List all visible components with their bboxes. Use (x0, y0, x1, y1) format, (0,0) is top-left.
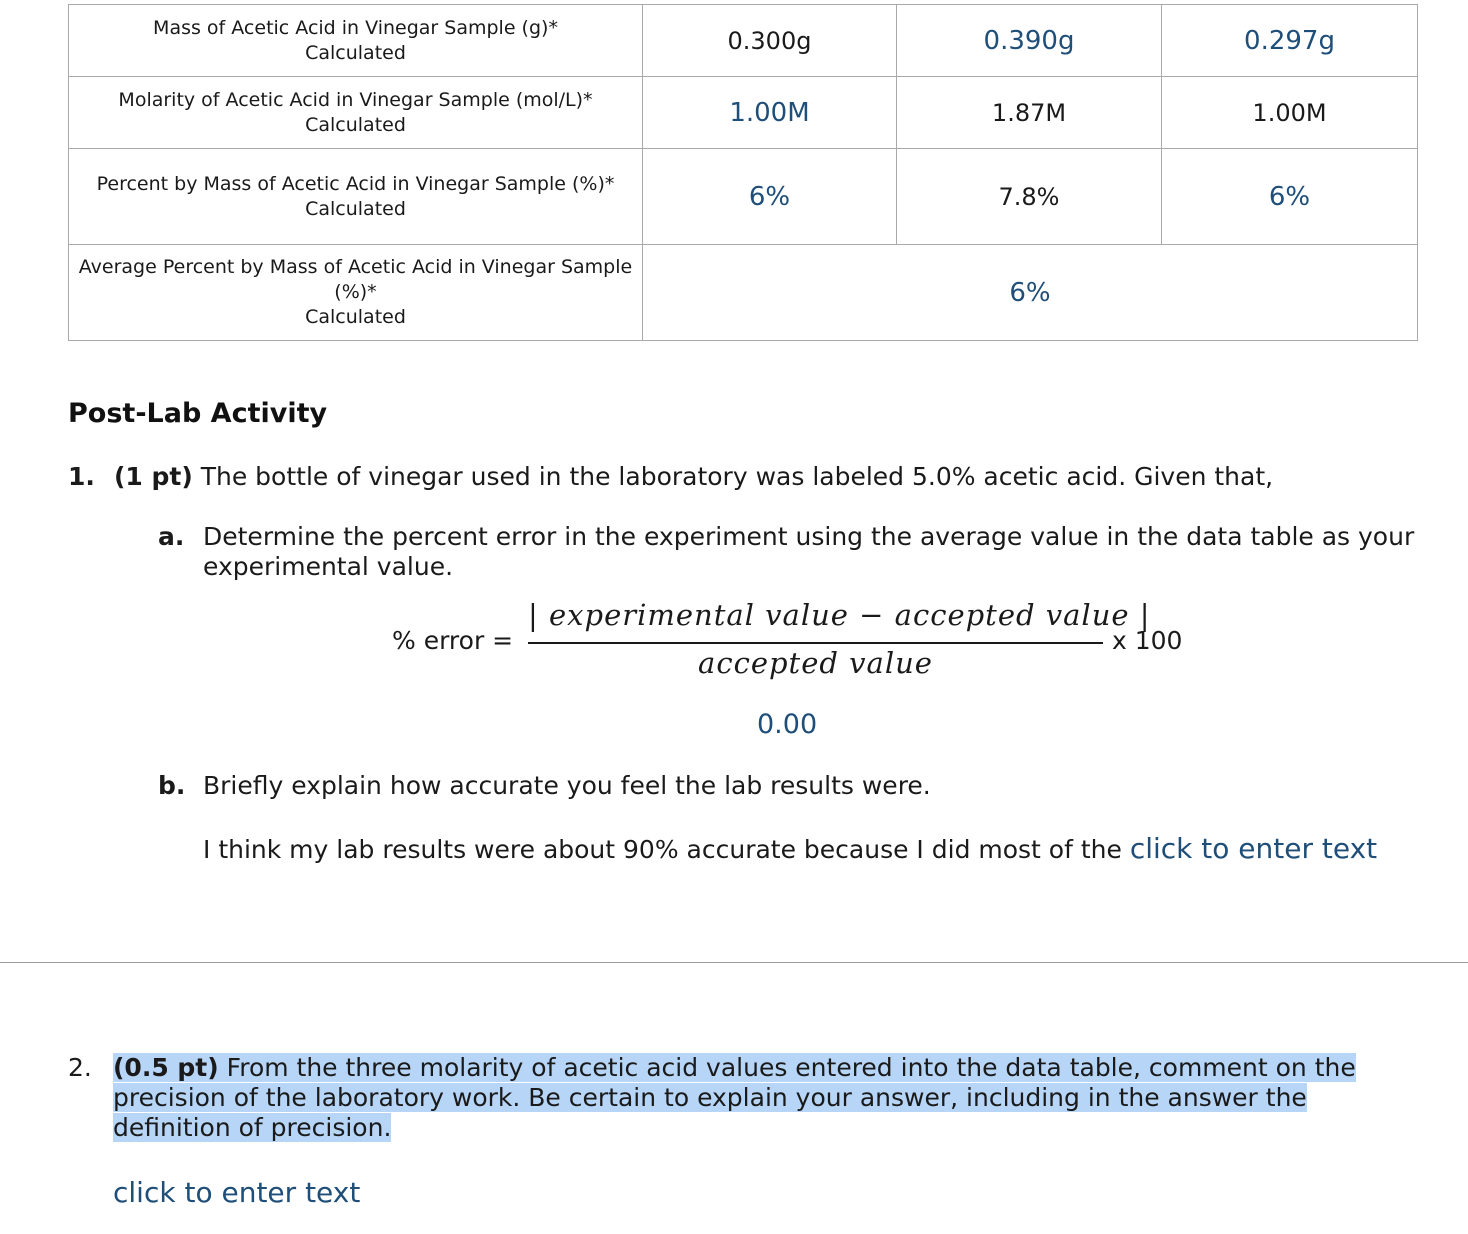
answer-1a-field[interactable]: 0.00 (757, 709, 818, 740)
row-label-average (69, 245, 643, 341)
answer-1b (203, 832, 1377, 865)
question-points: (0.5 pt) (113, 1053, 219, 1082)
question-text: The bottle of vinegar used in the laboratory was labeled 5.0% acetic acid. Given that, (192, 462, 1274, 491)
row-label-calculated: Calculated (305, 113, 406, 136)
table-row (69, 5, 1418, 77)
percent-trial-2[interactable]: 7.8% (897, 149, 1162, 245)
fraction-bar (528, 642, 1103, 644)
question-highlight (113, 1053, 1356, 1142)
mass-trial-1[interactable]: 0.300g (643, 5, 897, 77)
row-label-text: Molarity of Acetic Acid in Vinegar Sample (mol/L)* (118, 88, 593, 111)
row-label-molarity (69, 77, 643, 149)
table-row (69, 77, 1418, 149)
percent-error-formula (392, 598, 1192, 688)
percent-trial-1[interactable]: 6% (643, 149, 897, 245)
average-percent-value[interactable]: 6% (643, 245, 1418, 341)
section-divider (0, 962, 1468, 963)
question-body (113, 1053, 1383, 1143)
row-label-text: Average Percent by Mass of Acetic Acid in Vinegar Sample (%)* (78, 256, 633, 303)
row-label-percent (69, 149, 643, 245)
formula-numerator: | experimental value − accepted value | (528, 598, 1151, 632)
subquestion-text: Briefly explain how accurate you feel the lab results were. (203, 771, 931, 800)
row-label-calculated: Calculated (305, 197, 406, 220)
row-label-calculated: Calculated (305, 41, 406, 64)
subquestion-letter: a. (158, 522, 185, 551)
molarity-trial-2[interactable]: 1.87M (897, 77, 1162, 149)
formula-multiplier: x 100 (1112, 626, 1183, 655)
formula-label: % error = (392, 626, 514, 655)
row-label-text: Mass of Acetic Acid in Vinegar Sample (g)* (153, 16, 558, 39)
answer-2-field[interactable]: click to enter text (113, 1176, 361, 1209)
section-title: Post-Lab Activity (68, 398, 328, 429)
percent-trial-3[interactable]: 6% (1162, 149, 1418, 245)
question-number: 2. (68, 1053, 92, 1082)
table-row (69, 245, 1418, 341)
subquestion-letter: b. (158, 771, 186, 800)
molarity-trial-3[interactable]: 1.00M (1162, 77, 1418, 149)
question-1b (158, 771, 931, 800)
question-1a (158, 522, 1438, 582)
question-1 (68, 462, 1273, 491)
row-label-text: Percent by Mass of Acetic Acid in Vinegar Sample (%)* (96, 172, 615, 195)
question-2 (68, 1053, 1448, 1143)
question-number: 1. (68, 462, 95, 491)
results-table (68, 4, 1418, 341)
question-points: (1 pt) (114, 462, 193, 491)
mass-trial-2[interactable]: 0.390g (897, 5, 1162, 77)
subquestion-text: Determine the percent error in the experiment using the average value in the data table as your experimental value. (203, 522, 1415, 581)
molarity-trial-1[interactable]: 1.00M (643, 77, 897, 149)
answer-1b-text: I think my lab results were about 90% accurate because I did most of the (203, 835, 1130, 864)
answer-1b-field[interactable]: click to enter text (1129, 832, 1378, 865)
table-row (69, 149, 1418, 245)
row-label-calculated: Calculated (305, 306, 406, 328)
row-label-mass (69, 5, 643, 77)
question-text: From the three molarity of acetic acid values entered into the data table, comment on the precision of the laboratory work. Be certain to explain your answer, including in the answer the definition of precision. (113, 1053, 1356, 1142)
mass-trial-3[interactable]: 0.297g (1162, 5, 1418, 77)
formula-denominator: accepted value (698, 646, 933, 680)
